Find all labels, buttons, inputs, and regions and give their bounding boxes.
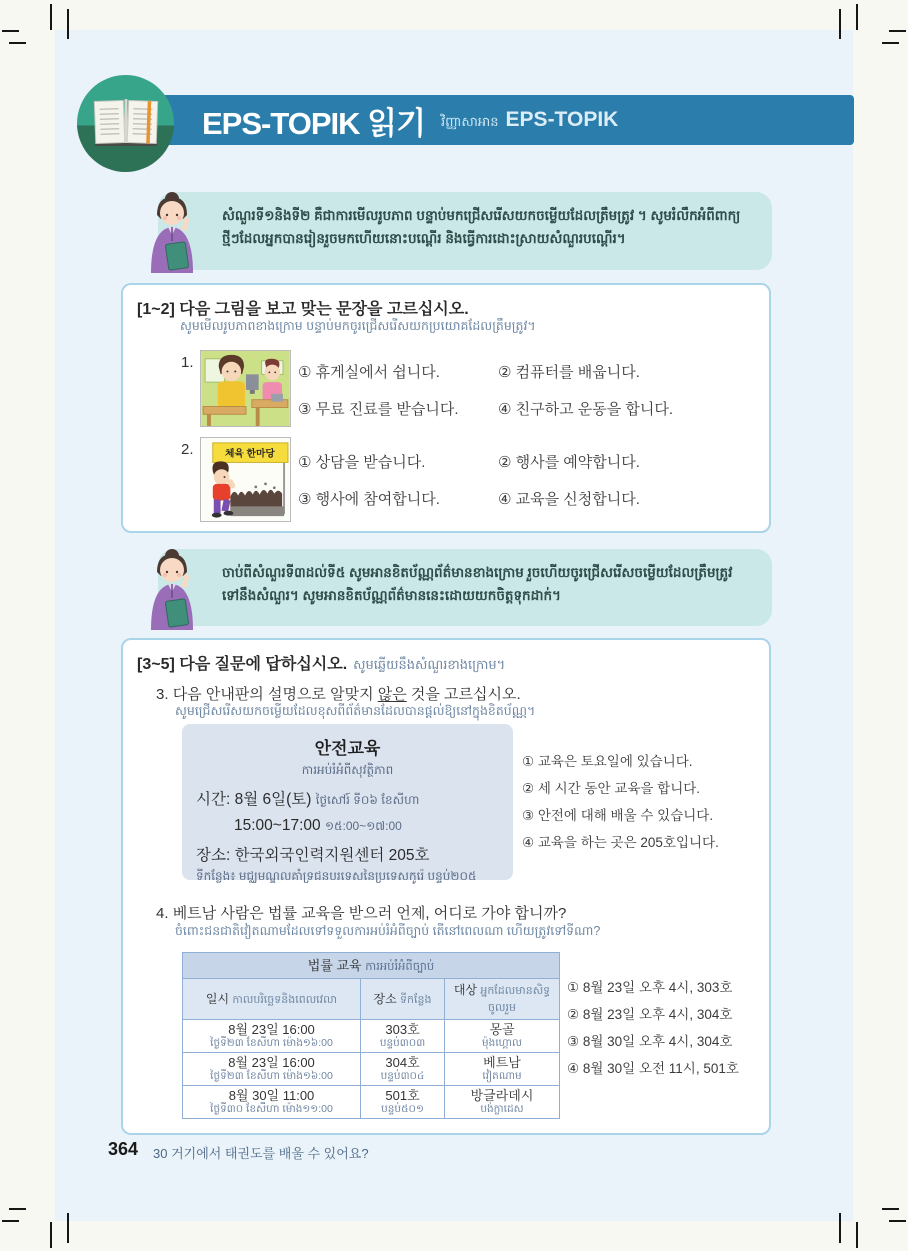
option: ③ 행사에 참여합니다. <box>298 491 440 508</box>
crop-mark <box>856 1222 858 1248</box>
section-heading-korean: [3~5] 다음 질문에 답하십시오. <box>137 656 348 673</box>
open-book-icon <box>93 97 159 151</box>
chapter-banner <box>126 95 854 145</box>
option: ③ 안전에 대해 배울 수 있습니다. <box>522 808 714 823</box>
crop-mark <box>2 1220 19 1222</box>
option: ② 8월 23일 오후 4시, 304호 <box>567 1007 733 1022</box>
section-heading-khmer: សូមឆ្លើយនឹងសំណួរខាងក្រោម។ <box>353 657 506 672</box>
question-number: 1. <box>181 354 194 371</box>
crop-mark <box>50 4 52 30</box>
crop-mark <box>9 42 26 44</box>
question-box-1-2 <box>121 283 771 533</box>
option: ① 휴게실에서 쉽니다. <box>298 364 440 381</box>
notice-title: 안전교육 <box>314 739 381 758</box>
crop-mark <box>889 30 906 32</box>
option: ④ 교육을 하는 곳은 205호입니다. <box>522 835 719 850</box>
question-number: 4. <box>156 905 169 922</box>
crop-mark <box>882 42 899 44</box>
crop-mark <box>839 9 841 39</box>
question-number: 3. <box>156 686 169 703</box>
rest-area-computer-illustration <box>200 350 291 427</box>
open-book-badge <box>77 75 174 172</box>
instruction-text: ចាប់ពីសំណួរទី៣ដល់ទី៥ សូមអានខិតប័ណ្ណព័ត៌មានខាងក្រោម រួចហើយចូរជ្រើសរើសចម្លើយដែលត្រឹមត្រូវទៅនឹងសំណួរ។ សូមអានខិតប័ណ្ណព័ត៌មាននេះដោយយកចិត្តទុកដាក់។ <box>222 565 733 603</box>
crop-mark <box>50 1222 52 1248</box>
option: ④ 친구하고 운동을 합니다. <box>498 401 674 418</box>
underlined-word: 않은 <box>377 686 407 703</box>
page-number: 364 <box>108 1139 139 1159</box>
table-row: 8월 30일 11:00 ថ្ងៃទី៣០ ខែសីហា ម៉ោង១១:00 501호 បន្ទប់៥០១ 방글라데시 បង់ក្លាដេស <box>183 1086 560 1119</box>
option: ② 세 시간 동안 교육을 합니다. <box>522 781 701 796</box>
crop-mark <box>856 4 858 30</box>
chapter-subtitle-eps: EPS-TOPIK <box>505 108 619 131</box>
crop-mark <box>67 9 69 39</box>
question-2-options <box>298 451 728 509</box>
table-header-row: 일시 កាលបរិច្ឆេទនិងពេលវេលា 장소 ទីកន្លែង 대상 អ្នកដែលមានសិទ្ធចូលរួម <box>183 979 560 1020</box>
crop-mark <box>9 1208 26 1210</box>
instruction-bubble-2 <box>158 549 772 626</box>
chapter-title-korean: EPS-TOPIK 읽기 <box>202 105 426 141</box>
question-3-text: 3. 다음 안내판의 설명으로 알맞지 않은 것을 고르십시오. <box>156 686 521 703</box>
sports-festival-banner-illustration <box>200 437 291 522</box>
option: ② 행사를 예약합니다. <box>498 454 640 471</box>
section-heading-khmer: សូមមើលរូបភាពខាងក្រោម បន្ទាប់មកចូរជ្រើសរើសយកប្រយោគដែលត្រឹមត្រូវ។ <box>180 319 536 333</box>
option: ② 컴퓨터를 배웁니다. <box>498 364 640 381</box>
option: ④ 8월 30일 오전 11시, 501호 <box>567 1061 739 1076</box>
chapter-subtitle-khmer: វិញ្ញាសាអាន <box>441 113 499 129</box>
notice-place-khmer: ទីកន្លែង៖ មជ្ឈមណ្ឌលគាំទ្រជនបរទេសនៃប្រទេសកូរ៉េ បន្ទប់២០៥ <box>196 869 477 883</box>
question-4-text: 4. 베트남 사람은 법률 교육을 받으러 언제, 어디로 가야 합니까? <box>156 905 567 922</box>
notice-title-khmer: ការអប់រំអំពីសុវត្ថិភាព <box>301 763 394 777</box>
notice-time-line: 시간: 8월 6일(토) ថ្ងៃសៅរ៍ ទី០៦ ខែសីហា <box>196 791 420 808</box>
footer-chapter-title: 30 거기에서 태권도를 배울 수 있어요? <box>153 1146 369 1161</box>
question-3-khmer: សូមជ្រើសរើសយកចម្លើយដែលខុសពីព័ត៌មានដែលបានផ្ដល់ឱ្យនៅក្នុងខិតប័ណ្ណ។ <box>175 704 536 718</box>
option: ④ 교육을 신청합니다. <box>498 491 640 508</box>
teacher-avatar-icon <box>139 189 205 273</box>
crop-mark <box>2 30 19 32</box>
question-number: 2. <box>181 441 194 458</box>
option: ③ 8월 30일 오후 4시, 304호 <box>567 1034 733 1049</box>
crop-mark <box>882 1208 899 1210</box>
law-education-table <box>182 952 560 1119</box>
question-3-options <box>522 748 719 856</box>
notice-place-line: 장소: 한국외국인력지원센터 205호 <box>196 847 430 864</box>
section-heading <box>137 651 505 676</box>
question-box-3-5 <box>121 638 771 1135</box>
safety-training-notice-card <box>182 724 513 883</box>
instruction-bubble-1 <box>158 192 772 270</box>
section-heading <box>137 296 469 319</box>
teacher-avatar-icon <box>139 546 205 630</box>
instruction-text: សំណួរទី១និងទី២ គឺជាការមើលរូបភាព បន្ទាប់មកជ្រើសរើសយកចម្លើយដែលត្រឹមត្រូវ ។ សូមរំលឹកអំពីពាក្យថ្មីៗដែលអ្នកបានរៀនរួចមកហើយនោះបណ្ដើរ និងធ្វើការដោះស្រាយសំណួរបណ្ដើរ។ <box>222 208 741 246</box>
question-4-khmer: ចំពោះជនជាតិវៀតណាមដែលទៅទទួលការអប់រំអំពីច្បាប់ តើនៅពេលណា ហើយត្រូវទៅទីណា? <box>175 924 601 938</box>
crop-mark <box>67 1213 69 1243</box>
option: ① 8월 23일 오후 4시, 303호 <box>567 980 733 995</box>
section-heading-korean: [1~2] 다음 그림을 보고 맞는 문장을 고르십시오. <box>137 301 469 318</box>
option: ③ 무료 진료를 받습니다. <box>298 401 459 418</box>
table-caption: 법률 교육 ការអប់រំអំពីច្បាប់ <box>183 953 560 979</box>
crop-mark <box>889 1220 906 1222</box>
crop-mark <box>839 1213 841 1243</box>
question-1-options <box>298 361 728 419</box>
option: ① 교육은 토요일에 있습니다. <box>522 754 693 769</box>
table-row: 8월 23일 16:00 ថ្ងៃទី២៣ ខែសីហា ម៉ោង១៦:00 303호 បន្ទប់៣០៣ 몽골 ម៉ុងហ្គោល <box>183 1020 560 1053</box>
question-4-options <box>567 974 739 1082</box>
banner-text: 체육 한마당 <box>224 448 275 460</box>
notice-time-range: 15:00~17:00 ១៥:00~១៧:00 <box>234 817 402 834</box>
option: ① 상담을 받습니다. <box>298 454 426 471</box>
table-row: 8월 23일 16:00 ថ្ងៃទី២៣ ខែសីហា ម៉ោង១៦:00 304호 បន្ទប់៣០៤ 베트남 វៀតណាម <box>183 1053 560 1086</box>
